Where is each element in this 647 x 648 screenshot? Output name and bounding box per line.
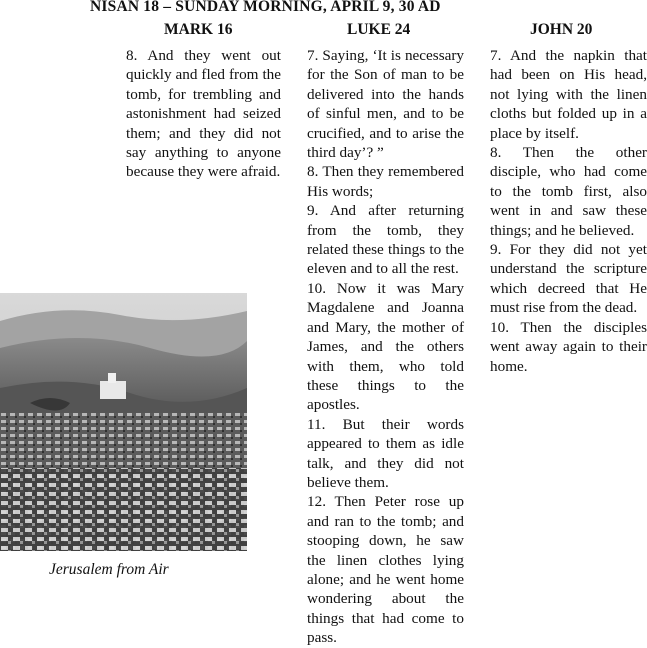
verse: 10. Then the disciples went away again to their home. bbox=[490, 318, 647, 375]
jerusalem-aerial-photo bbox=[0, 293, 247, 551]
mark-column-title: MARK 16 bbox=[164, 21, 233, 38]
verse: 7. And the napkin that had been on His head, not lying with the linen cloths but folded up in a place by itself. bbox=[490, 47, 647, 142]
john-column-title: JOHN 20 bbox=[530, 21, 593, 38]
luke-column bbox=[307, 46, 464, 648]
verse: 9. And after returning from the tomb, they related these things to the eleven and to all the rest. bbox=[307, 202, 464, 278]
verse: 8. And they went out quickly and fled from the tomb, for trembling and astonishment had seized them; and they did not say anything to anyone because they were afraid. bbox=[126, 47, 281, 181]
verse: 9. For they did not yet understand the scripture which decreed that He must rise from the dead. bbox=[490, 241, 647, 317]
photo-caption: Jerusalem from Air bbox=[49, 561, 169, 578]
verse: 8. Then the other disciple, who had come to the tomb first, also went in and saw these things; and he believed. bbox=[490, 144, 647, 239]
mark-column bbox=[126, 46, 281, 182]
verse: 11. But their words appeared to them as idle talk, and they did not believe them. bbox=[307, 415, 464, 491]
verse: 8. Then they remembered His words; bbox=[307, 163, 464, 200]
john-column bbox=[490, 46, 647, 376]
luke-column-title: LUKE 24 bbox=[347, 21, 411, 38]
verse: 12. Then Peter rose up and ran to the tomb; and stooping down, he saw the linen clothes lying alone; and he went home wondering about the things that had come to pass. bbox=[307, 493, 464, 647]
verse: 10. Now it was Mary Magdalene and Joanna and Mary, the mother of James, and the others with them, who told these things to the apostles. bbox=[307, 279, 464, 414]
verse: 7. Saying, ‘It is necessary for the Son of man to be delivered into the hands of sinful men, and to be crucified, and to arise the third day’? ” bbox=[307, 47, 464, 162]
page-title: NISAN 18 – SUNDAY MORNING, APRIL 9, 30 AD bbox=[90, 0, 441, 15]
